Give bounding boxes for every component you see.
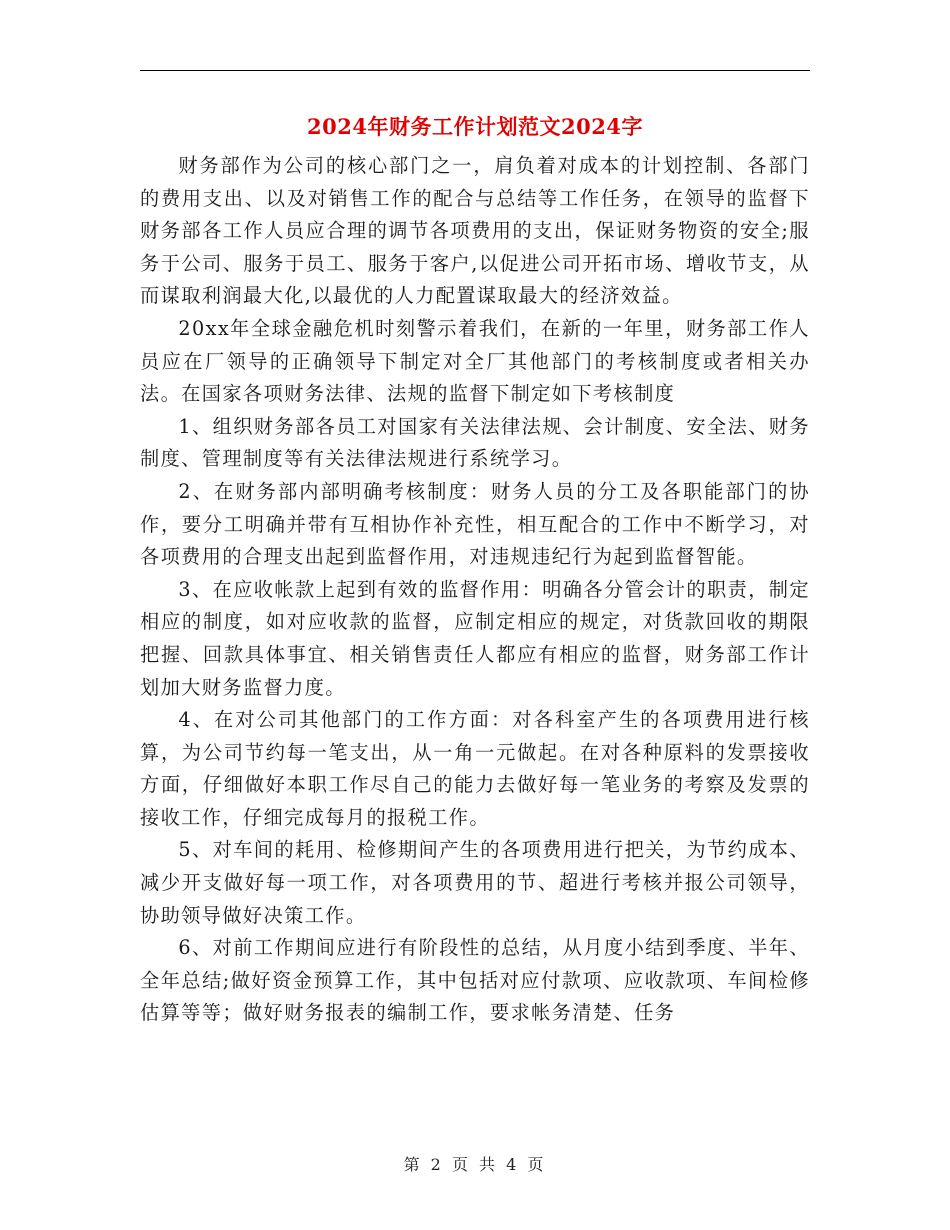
paragraph-item-2: 2、在财务部内部明确考核制度：财务人员的分工及各职能部门的协作，要分工明确并带有互相协作补充性，相互配合的工作中不断学习，对各项费用的合理支出起到监督作用，对违规违纪行为起到监督智能。 xyxy=(140,479,810,569)
document-body xyxy=(140,150,810,1030)
document-title: 2024年财务工作计划范文2024字 xyxy=(307,114,643,139)
paragraph-item-6: 6、对前工作期间应进行有阶段性的总结，从月度小结到季度、半年、全年总结;做好资金预算工作，其中包括对应付款项、应收款项、车间检修估算等等；做好财务报表的编制工作，要求帐务清楚、任务 xyxy=(140,936,810,1025)
paragraph-item-3: 3、在应收帐款上起到有效的监督作用：明确各分管会计的职责，制定相应的制度，如对应收款的监督，应制定相应的规定，对货款回收的期限把握、回款具体事宜、相关销售责任人都应有相应的监督，财务部工作计划加大财务监督力度。 xyxy=(140,577,810,699)
paragraph-item-1: 1、组织财务部各员工对国家有关法律法规、会计制度、安全法、财务制度、管理制度等有关法律法规进行系统学习。 xyxy=(140,414,810,471)
paragraph-intro: 财务部作为公司的核心部门之一，肩负着对成本的计划控制、各部门的费用支出、以及对销售工作的配合与总结等工作任务，在领导的监督下财务部各工作人员应合理的调节各项费用的支出，保证财务物资的安全;服务于公司、服务于员工、服务于客户,以促进公司开拓市场、增收节支，从而谋取利润最大化,以最优的人力配置谋取最大的经济效益。 xyxy=(140,154,810,308)
paragraph-item-4: 4、在对公司其他部门的工作方面：对各科室产生的各项费用进行核算，为公司节约每一笔支出，从一角一元做起。在对各种原料的发票接收方面，仔细做好本职工作尽自己的能力去做好每一笔业务的考察及发票的接收工作，仔细完成每月的报税工作。 xyxy=(140,708,810,829)
page-number: 第 2 页 共 4 页 xyxy=(403,1155,547,1174)
paragraph-context: 20xx年全球金融危机时刻警示着我们，在新的一年里，财务部工作人员应在厂领导的正确领导下制定对全厂其他部门的考核制度或者相关办法。在国家各项财务法律、法规的监督下制定如下考核制度 xyxy=(140,316,810,406)
paragraph-item-5: 5、对车间的耗用、检修期间产生的各项费用进行把关，为节约成本、减少开支做好每一项工作，对各项费用的节、超进行考核并报公司领导，协助领导做好决策工作。 xyxy=(140,838,810,927)
header-rule xyxy=(140,70,810,71)
